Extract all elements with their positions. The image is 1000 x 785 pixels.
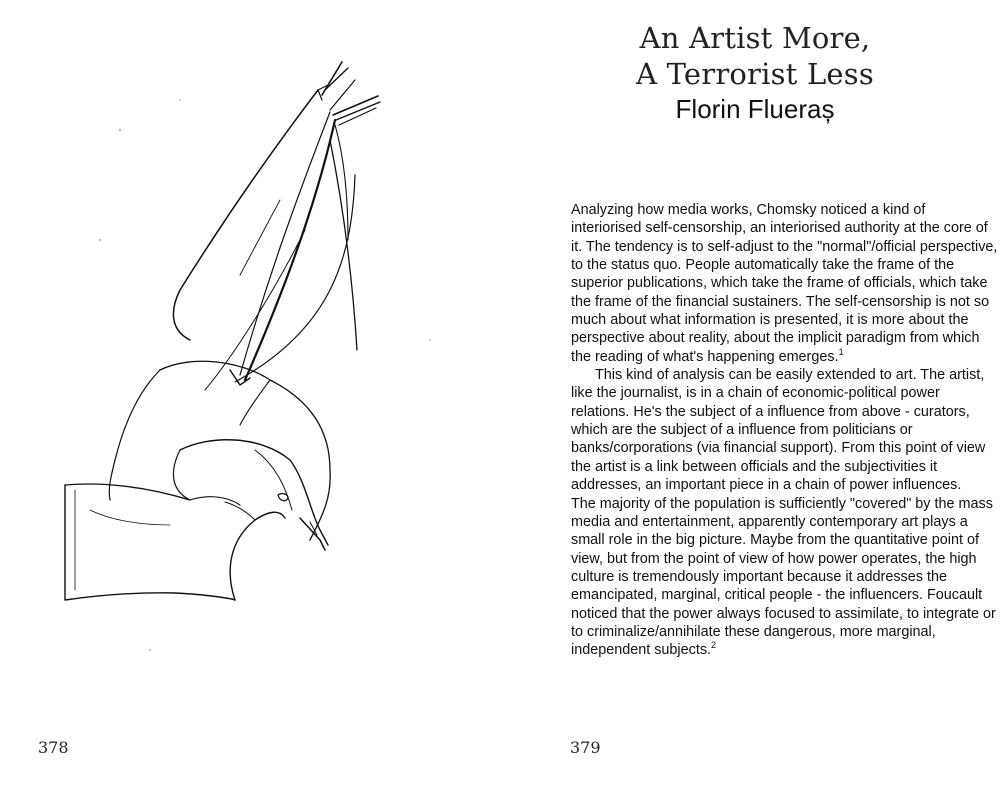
page-number-right: 379 [570, 738, 601, 757]
paragraph [571, 495, 999, 660]
author-name: Florin Flueraș [675, 94, 835, 124]
chapter-title-line-2: A Terrorist Less [636, 57, 874, 91]
paragraph [571, 366, 999, 494]
ink-sketch-illustration [30, 40, 490, 700]
chapter-title-line-1: An Artist More, [639, 21, 871, 55]
paragraph-text: Analyzing how media works, Chomsky noticed a kind of interiorised self-censorship, an interiorised authority at the core of it. The tendency is to self-adjust to the "normal"/official perspective, to the status quo. People automatically take the frame of the superior publications, which take the frame of officials, which take the frame of the financial sustainers. The self-censorship is not so much about what information is presented, it is more about the perspective about reality, about the implicit paradigm from which the reading of what's happening emerges. [571, 202, 998, 365]
footnote-marker[interactable]: 2 [711, 640, 717, 651]
right-page [520, 0, 1000, 785]
paragraph-text: The majority of the population is sufficiently "covered" by the mass media and entertainment, apparently contemporary art plays a small role in the big picture. Maybe from the quantitative point of view, but from the point of view of how power operates, the high culture is tremendously important because it addresses the emancipated, marginal, critical people - the influencers. Foucault noticed that the power always focused to assimilate, to integrate or to criminalize/annihilate these dangerous, more marginal, independent subjects. [571, 495, 996, 659]
body-text [571, 201, 999, 660]
chapter-heading [610, 20, 900, 125]
paragraph [571, 201, 999, 366]
footnote-marker[interactable]: 1 [838, 346, 844, 357]
page-number-left: 378 [38, 738, 69, 757]
paragraph-text: This kind of analysis can be easily extended to art. The artist, like the journalist, is in a chain of economic-political power relations. He's the subject of a influence from above - curators, which are the subject of a influence from politicians or banks/corporations (via financial support). From this point of view the artist is a link between officials and the subjectivities it addresses, an important piece in a chain of power influences. [571, 367, 986, 494]
